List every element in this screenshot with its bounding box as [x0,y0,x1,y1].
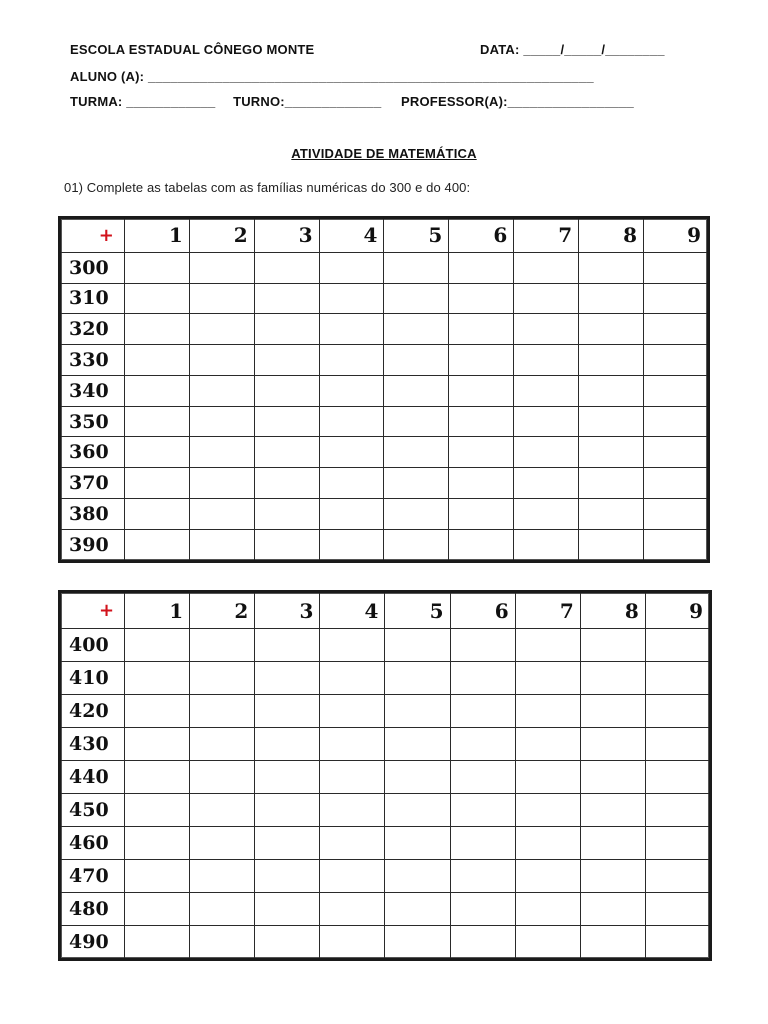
answer-cell[interactable] [384,406,449,437]
answer-cell[interactable] [254,283,319,314]
answer-cell[interactable] [255,662,320,695]
answer-cell[interactable] [189,345,254,376]
answer-cell[interactable] [384,375,449,406]
answer-cell[interactable] [385,662,450,695]
answer-cell[interactable] [124,314,189,345]
answer-cell[interactable] [514,252,579,283]
row-header: 490 [60,925,125,959]
table-row [60,529,709,561]
answer-cell[interactable] [124,468,189,499]
addition-table-400 [58,590,712,961]
answer-cell[interactable] [255,760,320,793]
answer-cell[interactable] [645,727,710,760]
row-header: 420 [60,695,125,728]
answer-cell[interactable] [515,892,580,925]
table-row [60,826,711,859]
answer-cell[interactable] [189,375,254,406]
answer-cell[interactable] [124,283,189,314]
table-row [60,468,709,499]
row-header: 430 [60,727,125,760]
answer-cell[interactable] [319,468,384,499]
answer-cell[interactable] [125,826,190,859]
row-header: 310 [60,283,125,314]
answer-cell[interactable] [645,892,710,925]
row-header: 380 [60,499,125,530]
answer-cell[interactable] [189,437,254,468]
column-header: 5 [384,218,449,253]
answer-cell[interactable] [644,252,709,283]
answer-cell[interactable] [254,499,319,530]
row-header: 390 [60,529,125,561]
answer-cell[interactable] [320,760,385,793]
answer-cell[interactable] [579,406,644,437]
class-field[interactable]: TURMA: ____________ [70,94,216,109]
answer-cell[interactable] [644,468,709,499]
answer-cell[interactable] [255,793,320,826]
row-header: 410 [60,662,125,695]
column-header: 7 [515,592,580,629]
teacher-field[interactable]: PROFESSOR(A):_________________ [401,94,634,109]
answer-cell[interactable] [254,468,319,499]
school-name: ESCOLA ESTADUAL CÔNEGO MONTE [70,42,315,57]
row-header: 450 [60,793,125,826]
student-name-field[interactable]: ALUNO (A): ____________________________________________________________ [70,69,594,84]
answer-cell[interactable] [125,760,190,793]
answer-cell[interactable] [579,345,644,376]
answer-cell[interactable] [645,662,710,695]
table-row [60,925,711,959]
answer-cell[interactable] [645,695,710,728]
answer-cell[interactable] [189,314,254,345]
answer-cell[interactable] [320,826,385,859]
row-header: 370 [60,468,125,499]
answer-cell[interactable] [254,314,319,345]
answer-cell[interactable] [514,437,579,468]
answer-cell[interactable] [450,760,515,793]
answer-cell[interactable] [125,727,190,760]
row-header: 360 [60,437,125,468]
table-row [60,283,709,314]
table-row [60,727,711,760]
answer-cell[interactable] [255,892,320,925]
answer-cell[interactable] [384,437,449,468]
table-header-row [60,218,709,253]
answer-cell[interactable] [384,314,449,345]
answer-cell[interactable] [254,345,319,376]
answer-cell[interactable] [644,375,709,406]
answer-cell[interactable] [514,345,579,376]
answer-cell[interactable] [319,252,384,283]
answer-cell[interactable] [320,629,385,662]
answer-cell[interactable] [385,727,450,760]
answer-cell[interactable] [449,252,514,283]
answer-cell[interactable] [320,695,385,728]
answer-cell[interactable] [190,662,255,695]
column-header: 1 [125,592,190,629]
answer-cell[interactable] [190,727,255,760]
answer-cell[interactable] [580,662,645,695]
answer-cell[interactable] [255,826,320,859]
answer-cell[interactable] [124,252,189,283]
answer-cell[interactable] [645,859,710,892]
answer-cell[interactable] [580,793,645,826]
column-header: 6 [450,592,515,629]
column-header: 9 [645,592,710,629]
column-header: 4 [319,218,384,253]
row-header: 320 [60,314,125,345]
addition-table-300 [58,216,710,563]
answer-cell[interactable] [514,283,579,314]
column-header: 7 [514,218,579,253]
answer-cell[interactable] [450,629,515,662]
answer-cell[interactable] [385,793,450,826]
answer-cell[interactable] [255,859,320,892]
answer-cell[interactable] [189,529,254,561]
answer-cell[interactable] [124,406,189,437]
answer-cell[interactable] [320,662,385,695]
answer-cell[interactable] [385,826,450,859]
answer-cell[interactable] [125,662,190,695]
answer-cell[interactable] [450,695,515,728]
table-row [60,406,709,437]
date-field[interactable]: DATA: _____/_____/________ [480,42,665,57]
answer-cell[interactable] [644,437,709,468]
answer-cell[interactable] [124,345,189,376]
answer-cell[interactable] [255,695,320,728]
answer-cell[interactable] [124,499,189,530]
table-row [60,695,711,728]
column-header: 4 [320,592,385,629]
answer-cell[interactable] [450,793,515,826]
plus-sign: + [60,592,125,629]
answer-cell[interactable] [644,345,709,376]
answer-cell[interactable] [644,529,709,561]
answer-cell[interactable] [579,252,644,283]
column-header: 3 [254,218,319,253]
class-info-line [70,94,634,109]
table-row [60,314,709,345]
row-header: 330 [60,345,125,376]
answer-cell[interactable] [449,468,514,499]
answer-cell[interactable] [449,529,514,561]
answer-cell[interactable] [450,662,515,695]
answer-cell[interactable] [319,437,384,468]
answer-cell[interactable] [515,793,580,826]
answer-cell[interactable] [190,793,255,826]
answer-cell[interactable] [319,375,384,406]
answer-cell[interactable] [450,925,515,959]
answer-cell[interactable] [254,529,319,561]
answer-cell[interactable] [514,314,579,345]
answer-cell[interactable] [515,662,580,695]
answer-cell[interactable] [320,793,385,826]
answer-cell[interactable] [384,252,449,283]
answer-cell[interactable] [319,499,384,530]
answer-cell[interactable] [320,859,385,892]
answer-cell[interactable] [319,314,384,345]
answer-cell[interactable] [320,925,385,959]
answer-cell[interactable] [125,695,190,728]
answer-cell[interactable] [124,529,189,561]
answer-cell[interactable] [580,826,645,859]
answer-cell[interactable] [449,375,514,406]
table-row [60,629,711,662]
answer-cell[interactable] [384,499,449,530]
answer-cell[interactable] [645,760,710,793]
answer-cell[interactable] [449,345,514,376]
table-row [60,252,709,283]
answer-cell[interactable] [385,629,450,662]
answer-cell[interactable] [254,375,319,406]
answer-cell[interactable] [644,283,709,314]
answer-cell[interactable] [449,499,514,530]
answer-cell[interactable] [385,892,450,925]
answer-cell[interactable] [190,826,255,859]
table-row [60,892,711,925]
answer-cell[interactable] [515,859,580,892]
answer-cell[interactable] [254,437,319,468]
answer-cell[interactable] [514,499,579,530]
answer-cell[interactable] [190,925,255,959]
answer-cell[interactable] [515,925,580,959]
answer-cell[interactable] [189,283,254,314]
answer-cell[interactable] [319,283,384,314]
column-header: 6 [449,218,514,253]
answer-cell[interactable] [319,345,384,376]
answer-cell[interactable] [319,529,384,561]
answer-cell[interactable] [645,925,710,959]
row-header: 300 [60,252,125,283]
answer-cell[interactable] [255,925,320,959]
answer-cell[interactable] [190,760,255,793]
answer-cell[interactable] [644,499,709,530]
answer-cell[interactable] [449,406,514,437]
answer-cell[interactable] [579,283,644,314]
answer-cell[interactable] [450,826,515,859]
answer-cell[interactable] [515,826,580,859]
answer-cell[interactable] [189,406,254,437]
answer-cell[interactable] [580,629,645,662]
table-row [60,437,709,468]
answer-cell[interactable] [190,695,255,728]
answer-cell[interactable] [645,793,710,826]
answer-cell[interactable] [579,375,644,406]
row-header: 480 [60,892,125,925]
answer-cell[interactable] [515,695,580,728]
answer-cell[interactable] [384,345,449,376]
shift-field[interactable]: TURNO:_____________ [233,94,382,109]
table-row [60,859,711,892]
answer-cell[interactable] [190,859,255,892]
table-row [60,375,709,406]
column-header: 1 [124,218,189,253]
answer-cell[interactable] [124,375,189,406]
answer-cell[interactable] [645,629,710,662]
answer-cell[interactable] [125,629,190,662]
column-header: 2 [190,592,255,629]
column-header: 5 [385,592,450,629]
answer-cell[interactable] [449,437,514,468]
answer-cell[interactable] [580,859,645,892]
activity-title: ATIVIDADE DE MATEMÁTICA [291,146,477,161]
answer-cell[interactable] [514,375,579,406]
answer-cell[interactable] [385,859,450,892]
answer-cell[interactable] [580,892,645,925]
exercise-instruction: 01) Complete as tabelas com as famílias numéricas do 300 e do 400: [64,180,471,195]
answer-cell[interactable] [580,727,645,760]
answer-cell[interactable] [190,892,255,925]
answer-cell[interactable] [450,892,515,925]
answer-cell[interactable] [579,468,644,499]
row-header: 470 [60,859,125,892]
answer-cell[interactable] [189,499,254,530]
table-row [60,499,709,530]
answer-cell[interactable] [384,468,449,499]
answer-cell[interactable] [645,826,710,859]
answer-cell[interactable] [255,629,320,662]
answer-cell[interactable] [255,727,320,760]
answer-cell[interactable] [125,925,190,959]
column-header: 2 [189,218,254,253]
answer-cell[interactable] [385,695,450,728]
row-header: 460 [60,826,125,859]
answer-cell[interactable] [384,529,449,561]
answer-cell[interactable] [319,406,384,437]
answer-cell[interactable] [514,529,579,561]
answer-cell[interactable] [579,314,644,345]
answer-cell[interactable] [384,283,449,314]
answer-cell[interactable] [580,760,645,793]
answer-cell[interactable] [449,314,514,345]
table-row [60,345,709,376]
table-header-row [60,592,711,629]
answer-cell[interactable] [579,499,644,530]
column-header: 8 [580,592,645,629]
row-header: 440 [60,760,125,793]
answer-cell[interactable] [190,629,255,662]
table-row [60,662,711,695]
table-row [60,760,711,793]
answer-cell[interactable] [385,925,450,959]
table-row [60,793,711,826]
answer-cell[interactable] [254,252,319,283]
answer-cell[interactable] [450,859,515,892]
answer-cell[interactable] [514,468,579,499]
row-header: 340 [60,375,125,406]
answer-cell[interactable] [320,892,385,925]
answer-cell[interactable] [644,406,709,437]
answer-cell[interactable] [254,406,319,437]
answer-cell[interactable] [515,760,580,793]
row-header: 350 [60,406,125,437]
answer-cell[interactable] [189,468,254,499]
answer-cell[interactable] [385,760,450,793]
answer-cell[interactable] [580,695,645,728]
answer-cell[interactable] [644,314,709,345]
answer-cell[interactable] [320,727,385,760]
answer-cell[interactable] [125,859,190,892]
answer-cell[interactable] [515,629,580,662]
answer-cell[interactable] [449,283,514,314]
answer-cell[interactable] [580,925,645,959]
row-header: 400 [60,629,125,662]
answer-cell[interactable] [514,406,579,437]
answer-cell[interactable] [579,529,644,561]
column-header: 8 [579,218,644,253]
answer-cell[interactable] [125,793,190,826]
answer-cell[interactable] [124,437,189,468]
column-header: 3 [255,592,320,629]
plus-sign: + [60,218,125,253]
answer-cell[interactable] [189,252,254,283]
answer-cell[interactable] [450,727,515,760]
answer-cell[interactable] [125,892,190,925]
answer-cell[interactable] [579,437,644,468]
answer-cell[interactable] [515,727,580,760]
column-header: 9 [644,218,709,253]
